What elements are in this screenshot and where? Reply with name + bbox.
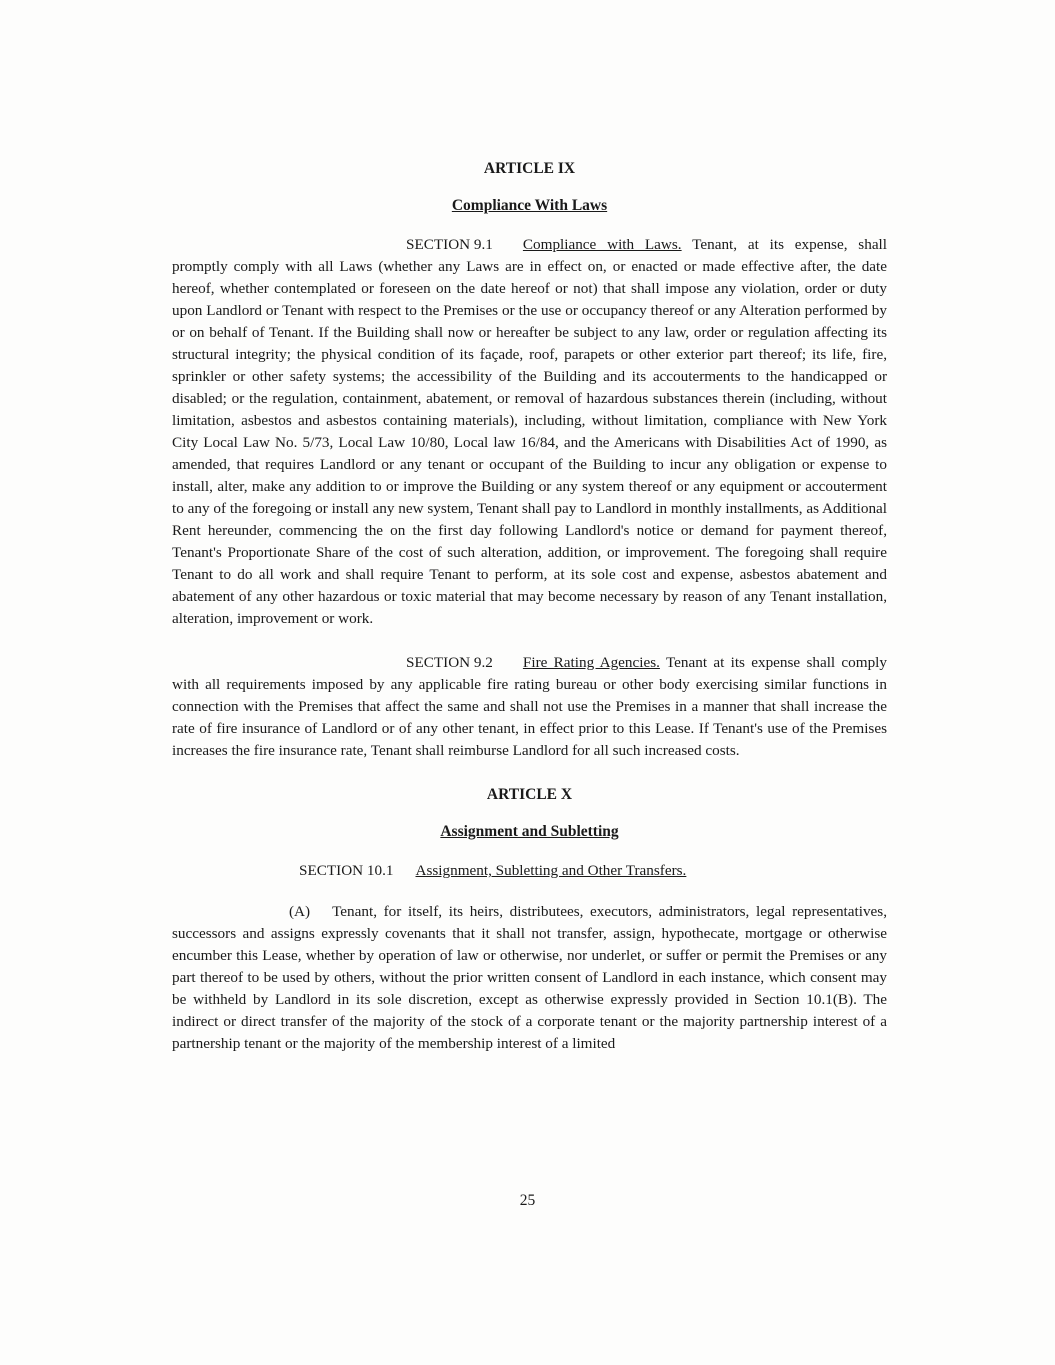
- section-10-1-number: SECTION 10.1: [299, 862, 394, 879]
- section-9-2-paragraph: [172, 652, 887, 762]
- section-10-1-heading: [172, 860, 887, 882]
- article-ix-subtitle: Compliance With Laws: [451, 197, 608, 214]
- section-10-1-a-text: Tenant, for itself, its heirs, distributees, executors, administrators, legal representatives, successors and assigns expressly covenants that it shall not transfer, assign, hypothecate, mortgage or otherwise encumber this Lease, whether by operation of law or otherwise, nor underlet, or suffer or permit the Premises or any part thereof to be used by others, without the prior written consent of Landlord in each instance, which consent may be withheld by Landlord in its sole discretion, except as otherwise expressly provided in Section 10.1(B). The indirect or direct transfer of the majority of the stock of a corporate tenant or the majority partnership interest of a partnership tenant or the majority of the membership interest of a limited: [172, 903, 887, 1052]
- section-9-1-caption: Compliance with Laws.: [522, 236, 682, 253]
- article-x-subtitle: Assignment and Subletting: [440, 823, 619, 840]
- section-10-1-a-label: (A): [289, 903, 311, 920]
- section-9-2-text: Tenant at its expense shall comply with all requirements imposed by any applicable fire rating bureau or other body exercising similar functions in connection with the Premises that affect the same and shall not use the Premises in a manner that shall increase the rate of fire insurance of Landlord or of any other tenant, in effect prior to this Lease. If Tenant's use of the Premises increases the fire insurance rate, Tenant shall reimburse Landlord for all such increased costs.: [172, 654, 887, 759]
- article-ix-title: ARTICLE IX: [483, 160, 576, 177]
- section-9-1-paragraph: [172, 234, 887, 630]
- section-10-1-caption: Assignment, Subletting and Other Transfers.: [415, 862, 687, 879]
- section-9-2-caption: Fire Rating Agencies.: [522, 654, 660, 671]
- page-body: [172, 160, 887, 1055]
- section-9-1-text: Tenant, at its expense, shall promptly comply with all Laws (whether any Laws are in effect on, or enacted or made effective after, the date hereof, whether contemplated or foreseen on the date hereof or not) that shall impose any violation, order or duty upon Landlord or Tenant with respect to the Premises or the use or occupancy thereof or any Alteration performed by or on behalf of Tenant. If the Building shall now or hereafter be subject to any law, order or regulation affecting its structural integrity; the physical condition of its façade, roof, parapets or other exterior part thereof; its life, fire, sprinkler or other safety systems; the accessibility of the Building and its accouterments to the handicapped or disabled; or the regulation, containment, abatement, or removal of hazardous substances therein (including, without limitation, asbestos and asbestos containing materials), including, without limitation, compliance with New York City Local Law No. 5/73, Local Law 10/80, Local law 16/84, and the Americans with Disabilities Act of 1990, as amended, that requires Landlord or any tenant or occupant of the Building to incur any obligation or expense to install, alter, make any addition to or improve the Building or any system thereof or any equipment or accouterment to any of the foregoing or install any new system, Tenant shall pay to Landlord in monthly installments, as Additional Rent hereunder, commencing the on the first day following Landlord's notice or demand for payment thereof, Tenant's Proportionate Share of the cost of such alteration, addition, or improvement. The foregoing shall require Tenant to do all work and shall require Tenant to perform, at its sole cost and expense, asbestos abatement and abatement of any other hazardous or toxic material that may become necessary by reason of any Tenant installation, alteration, improvement or work.: [172, 236, 887, 627]
- section-10-1-a-paragraph: [172, 901, 887, 1055]
- article-x-title: ARTICLE X: [486, 786, 573, 803]
- section-9-2-number: SECTION 9.2: [406, 654, 493, 671]
- section-9-1-number: SECTION 9.1: [406, 236, 493, 253]
- page-number: 25: [519, 1192, 536, 1209]
